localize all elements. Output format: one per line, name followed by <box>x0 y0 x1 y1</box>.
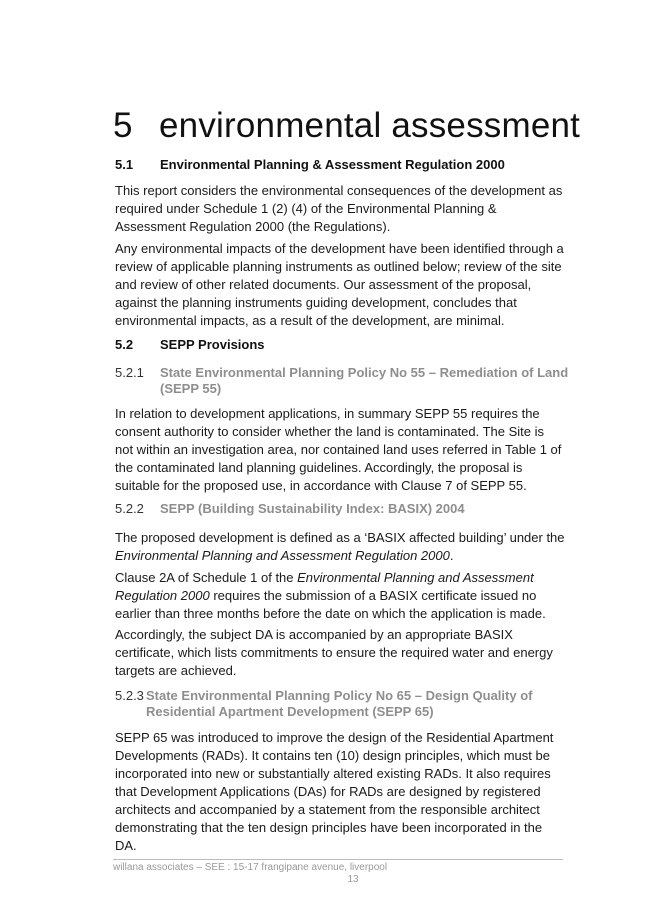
chapter-title: environmental assessment <box>159 106 581 145</box>
chapter-number: 5 <box>113 106 133 145</box>
page-number: 13 <box>347 874 359 885</box>
paragraph-text: The proposed development is defined as a ‘BASIX affected building’ under the <box>115 530 565 545</box>
section-title: Environmental Planning & Assessment Regulation 2000 <box>160 157 505 172</box>
footer-text: willana associates – SEE : 15-17 frangipane avenue, liverpool <box>113 862 388 873</box>
subsection-title: State Environmental Planning Policy No 65 – Design Quality of Residential Apartment Development (SEPP 65) <box>146 688 533 719</box>
subsection-number: 5.2.1 <box>115 365 144 380</box>
section-title: SEPP Provisions <box>160 337 265 352</box>
regulation-title: Environmental Planning and Assessment Regulation 2000 <box>115 548 450 563</box>
paragraph: Accordingly, the subject DA is accompanied by an appropriate BASIX certificate, which lists commitments to ensure the required water and energy targets are achieved. <box>115 627 553 678</box>
subsection-number: 5.2.3 <box>115 688 144 703</box>
subsection-title: State Environmental Planning Policy No 55 – Remediation of Land (SEPP 55) <box>160 365 569 396</box>
paragraph: In relation to development applications, in summary SEPP 55 requires the consent authority to consider whether the land is contaminated. The Site is not within an investigation area, nor contained land uses referred in Table 1 of the contaminated land planning guidelines. Accordingly, the proposal is suitable for the proposed use, in accordance with Clause 7 of SEPP 55. <box>115 406 562 493</box>
paragraph-text: . <box>449 548 454 563</box>
paragraph <box>115 529 565 565</box>
subsection-title: SEPP (Building Sustainability Index: BASIX) 2004 <box>160 501 465 516</box>
section-number: 5.1 <box>115 157 134 172</box>
paragraph: This report considers the environmental consequences of the development as required under Schedule 1 (2) (4) of the Environmental Planning & Assessment Regulation 2000 (the Regulations). <box>115 183 563 234</box>
section-number: 5.2 <box>115 337 134 352</box>
subsection-number: 5.2.2 <box>115 501 144 516</box>
regulation-title: Environmental Planning and Assessment Regulation 2000 <box>115 570 534 603</box>
paragraph <box>115 569 565 623</box>
chapter-heading <box>113 106 633 146</box>
paragraph: Any environmental impacts of the development have been identified through a review of applicable planning instruments as outlined below; review of the site and review of other related documents. Our assessment of the proposal, against the planning instruments guiding development, concludes that environmental impacts, as a result of the development, are minimal. <box>115 241 564 328</box>
footer-divider <box>113 859 563 860</box>
paragraph: SEPP 65 was introduced to improve the design of the Residential Apartment Developments (RADs). It contains ten (10) design principles, which must be incorporated into new or substantially altered existing RADs. It also requires that Development Applications (DAs) for RADs are designed by registered architects and accompanied by a statement from the responsible architect demonstrating that the ten design principles have been incorporated in the DA. <box>115 730 554 853</box>
paragraph-text: requires the submission of a BASIX certificate issued no earlier than three months before the date on which the application is made. <box>115 588 546 621</box>
paragraph-text: Clause 2A of Schedule 1 of the <box>115 570 298 585</box>
